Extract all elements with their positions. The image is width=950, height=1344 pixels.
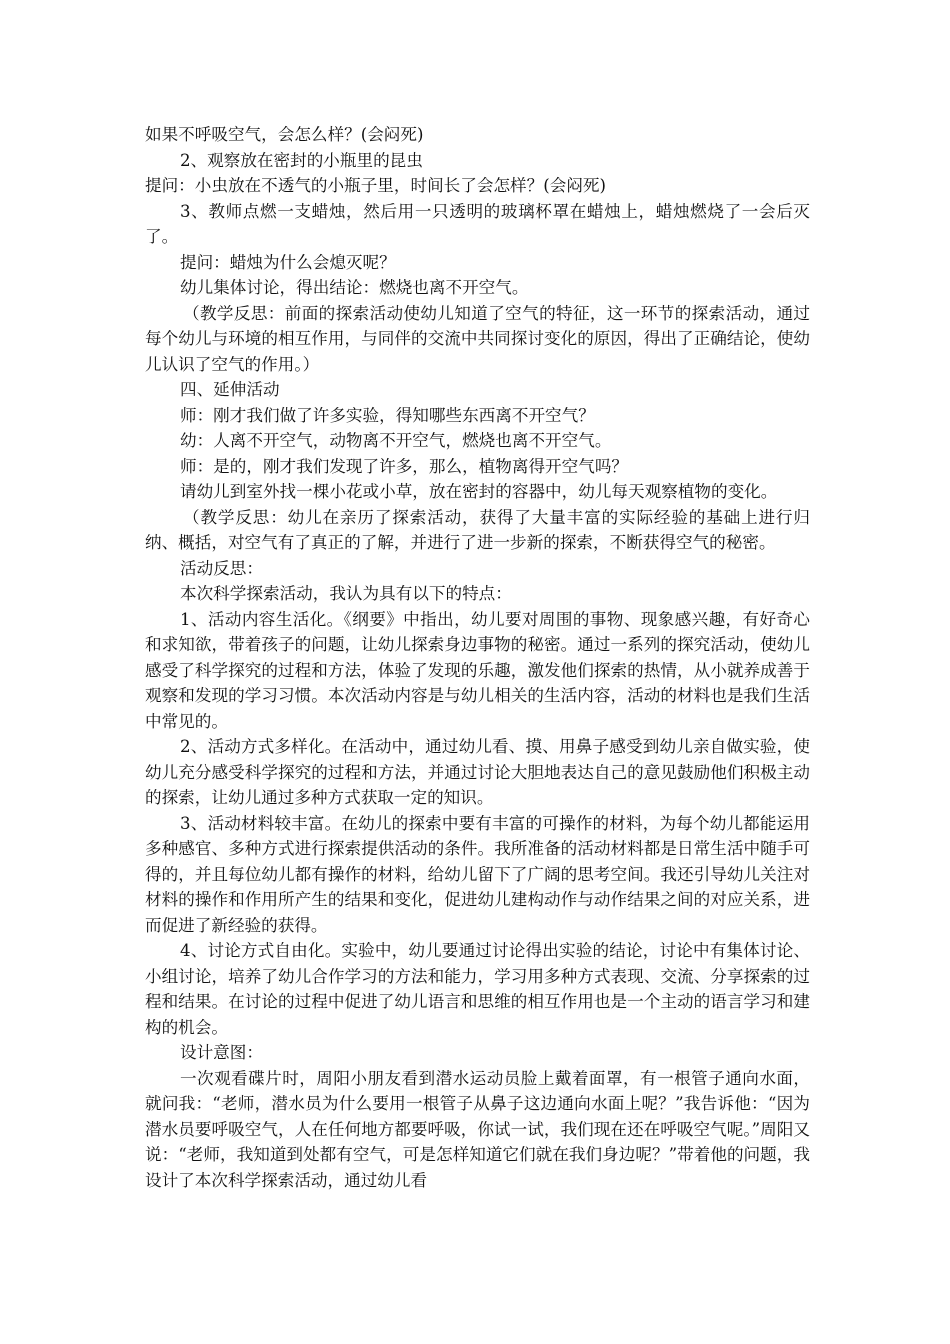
section-heading: 活动反思：: [180, 558, 263, 578]
paragraph: 2、活动方式多样化。在活动中，通过幼儿看、摸、用鼻子感受到幼儿亲自做实验，使幼儿充分感受科学探究的过程和方法，并通过讨论大胆地表达自己的意见鼓励他们积极主动的探索，让幼儿通过多种方式获取一定的知识。: [145, 737, 810, 807]
paragraph: 本次科学探索活动，我认为具有以下的特点：: [180, 584, 512, 603]
paragraph: 幼儿集体讨论，得出结论：燃烧也离不开空气。: [180, 278, 529, 297]
paragraph: （教学反思：幼儿在亲历了探索活动，获得了大量丰富的实际经验的基础上进行归纳、概括，对空气有了真正的了解，并进行了进一步新的探索，不断获得空气的秘密。: [145, 507, 810, 552]
paragraph: 师：是的，刚才我们发现了许多，那么，植物离得开空气吗？: [180, 456, 629, 476]
paragraph: 请幼儿到室外找一棵小花或小草，放在密封的容器中，幼儿每天观察植物的变化。: [180, 482, 778, 501]
section-heading: 四、延伸活动: [180, 380, 280, 399]
paragraph: 如果不呼吸空气，会怎么样？(会闷死): [145, 125, 424, 144]
document-body: [145, 122, 810, 1193]
paragraph: 一次观看碟片时，周阳小朋友看到潜水运动员脸上戴着面罩，有一根管子通向水面，就问我：“老师，潜水员为什么要用一根管子从鼻子这边通向水面上呢？”我告诉他：“因为潜水员要呼吸空气，人在任何地方都要呼吸，你试一试，我们现在还在呼吸空气呢。”周阳又说：“老师，我知道到处都有空气，可是怎样知道它们就在我们身边呢？”带着他的问题，我设计了本次科学探索活动，通过幼儿看: [145, 1068, 810, 1190]
paragraph: 3、活动材料较丰富。在幼儿的探索中要有丰富的可操作的材料，为每个幼儿都能运用多种感官、多种方式进行探索提供活动的条件。我所准备的活动材料都是日常生活中随手可得的，并且每位幼儿都有操作的材料，给幼儿留下了广阔的思考空间。我还引导幼儿关注对材料的操作和作用所产生的结果和变化，促进幼儿建构动作与动作结果之间的对应关系，进而促进了新经验的获得。: [145, 813, 810, 935]
paragraph: 师：刚才我们做了许多实验，得知哪些东西离不开空气？: [180, 405, 595, 425]
paragraph: 提问：蜡烛为什么会熄灭呢？: [180, 252, 396, 272]
paragraph: 2、观察放在密封的小瓶里的昆虫: [180, 150, 423, 170]
paragraph: （教学反思：前面的探索活动使幼儿知道了空气的特征，这一环节的探索活动，通过每个幼儿与环境的相互作用，与同伴的交流中共同探讨变化的原因，得出了正确结论，使幼儿认识了空气的作用。）: [145, 303, 810, 374]
paragraph: 1、活动内容生活化。《纲要》中指出，幼儿要对周围的事物、现象感兴趣，有好奇心和求知欲，带着孩子的问题，让幼儿探索身边事物的秘密。通过一系列的探究活动，使幼儿感受了科学探究的过程和方法，体验了发现的乐趣，激发他们探索的热情，从小就养成善于观察和发现的学习习惯。本次活动内容是与幼儿相关的生活内容，活动的材料也是我们生活中常见的。: [145, 609, 810, 731]
paragraph: 提问：小虫放在不透气的小瓶子里，时间长了会怎样？(会闷死): [145, 176, 606, 195]
section-heading: 设计意图：: [180, 1043, 263, 1062]
paragraph: 幼：人离不开空气，动物离不开空气，燃烧也离不开空气。: [180, 431, 612, 450]
paragraph: 4、讨论方式自由化。实验中，幼儿要通过讨论得出实验的结论，讨论中有集体讨论、小组讨论，培养了幼儿合作学习的方法和能力，学习用多种方式表现、交流、分享探索的过程和结果。在讨论的过程中促进了幼儿语言和思维的相互作用也是一个主动的语言学习和建构的机会。: [145, 941, 810, 1037]
paragraph: 3、教师点燃一支蜡烛，然后用一只透明的玻璃杯罩在蜡烛上，蜡烛燃烧了一会后灭了。: [145, 201, 810, 246]
